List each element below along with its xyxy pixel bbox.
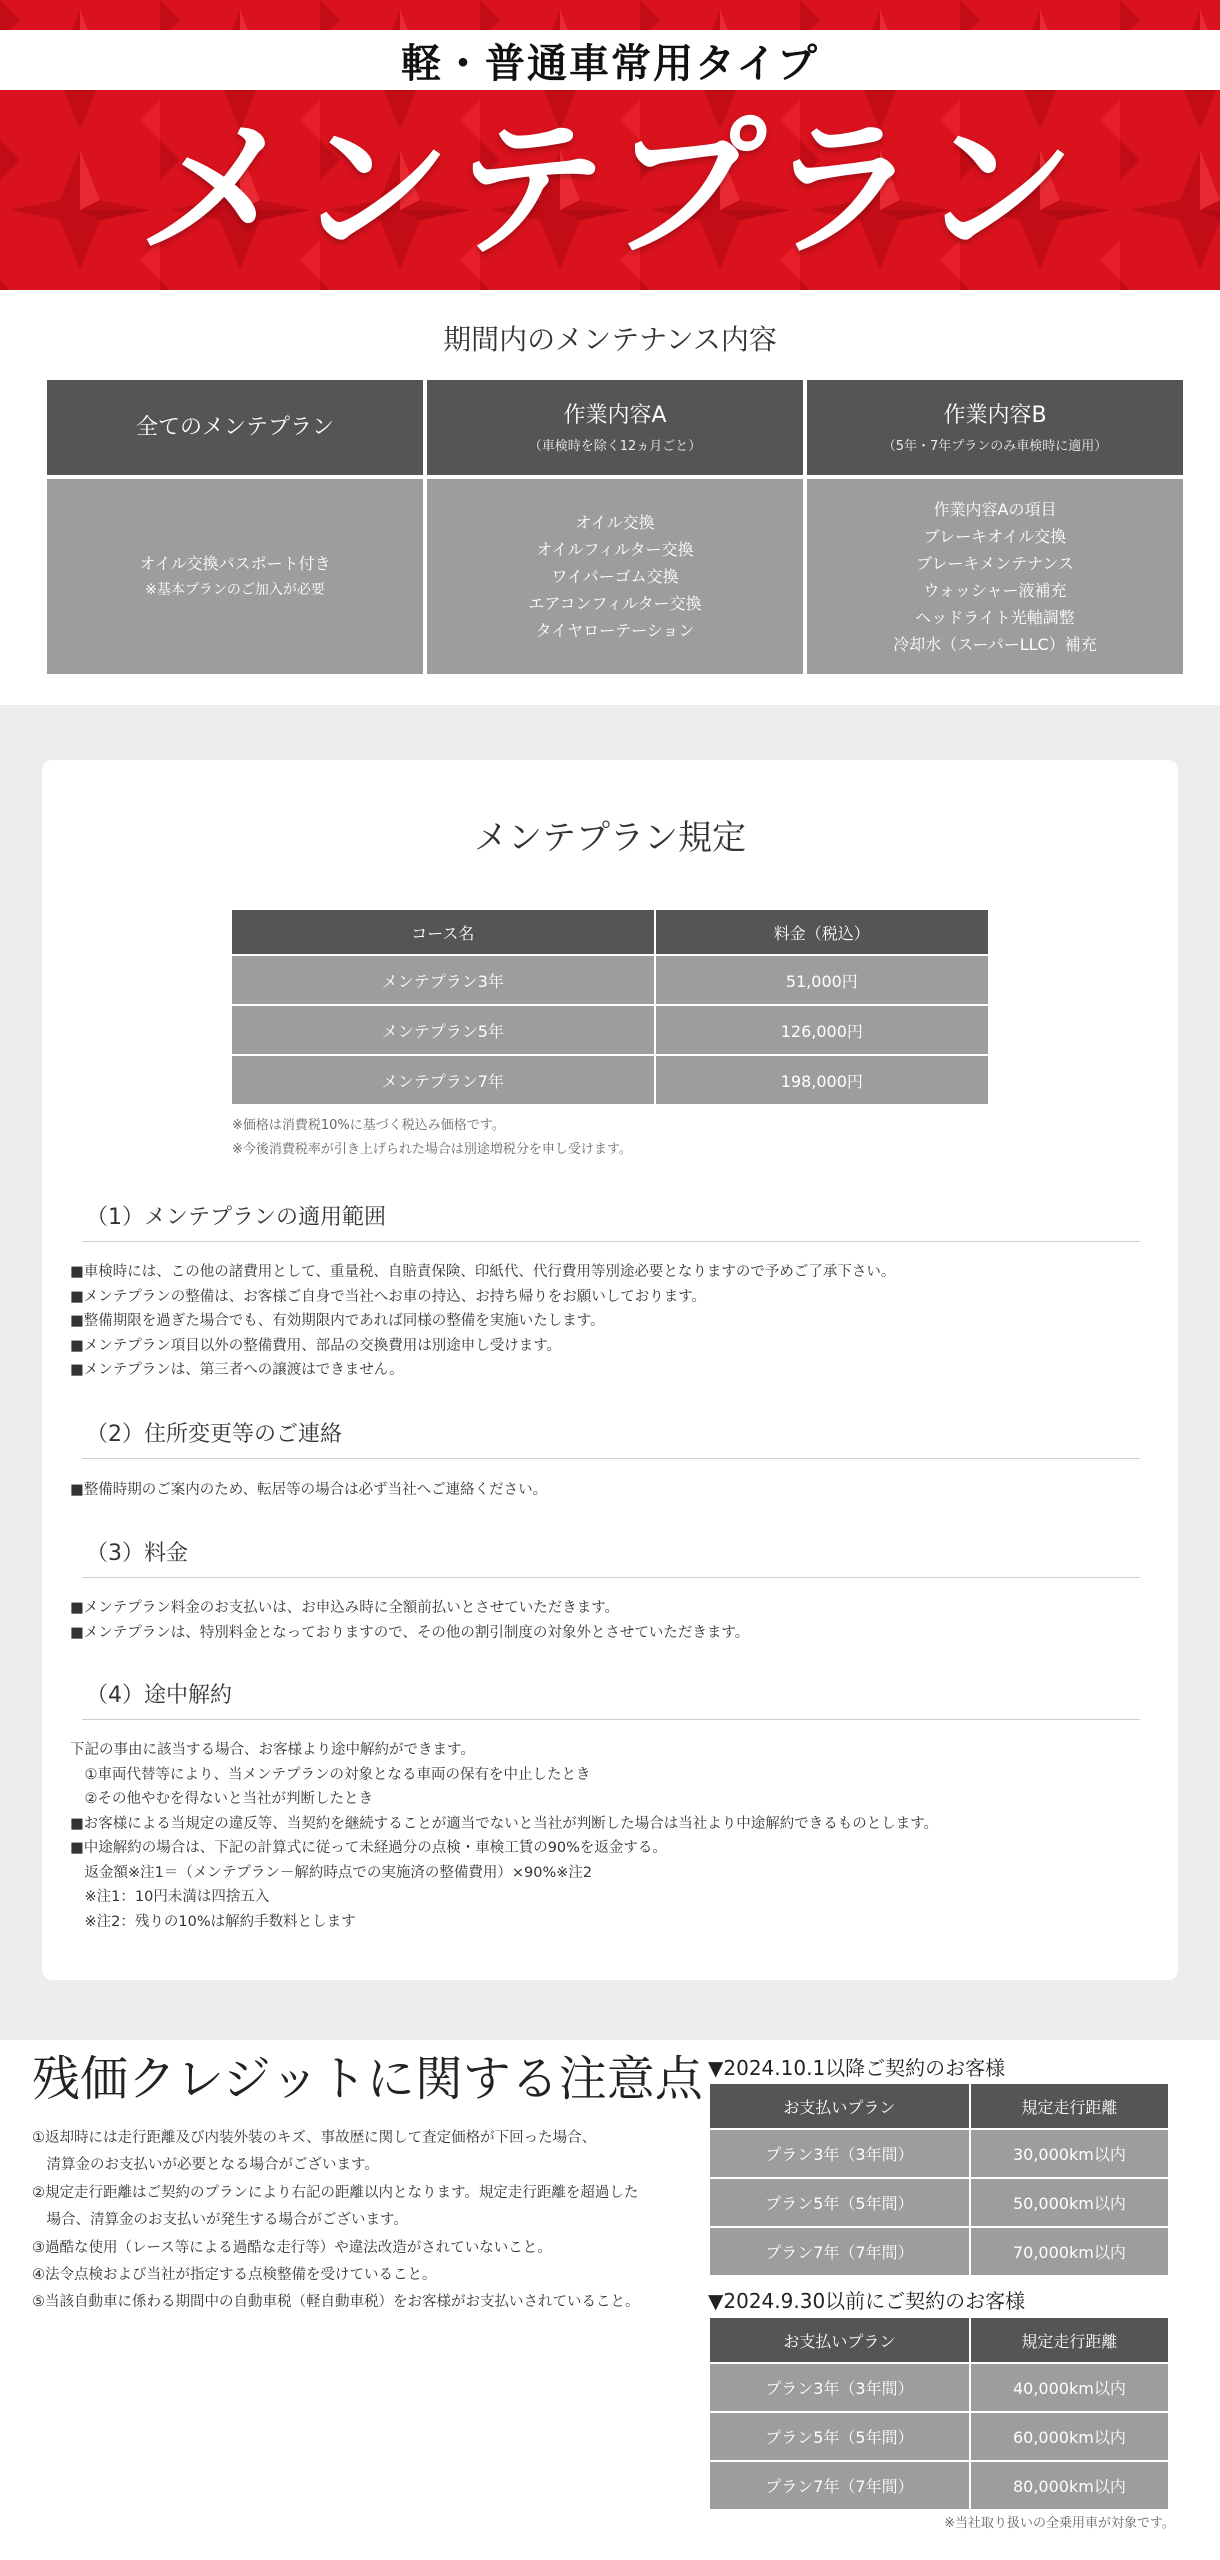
list-item: ③過酷な使用（レース等による過酷な走行等）や違法改造がされていないこと。 [32,2239,552,2256]
maintenance-heading: 期間内のメンテナンス内容 [443,323,777,356]
rule-line: ■車検時には、この他の諸費用として、重量税、自賠責保険、印紙代、代行費用等別途必要となりますので予めご了承下さい。 [70,1264,896,1280]
course-price: 198,000円 [655,1055,989,1105]
mileage-table-old [708,2316,1170,2511]
hero-banner [0,0,1220,290]
residual-credit-list [32,2125,692,2317]
col-title: 全てのメンテプラン [135,414,334,440]
list-item: 清算金のお支払いが必要となる場合がございます。 [32,2157,379,2174]
list-item: エアコンフィルター交換 [528,594,702,613]
list-item: ※基本プランのご加入が必要 [145,581,325,598]
price-notes [232,1114,632,1162]
list-item: ブレーキオイル交換 [923,526,1067,546]
course-name: メンテプラン3年 [231,955,655,1005]
plan-mileage: 60,000km以内 [970,2412,1169,2461]
table-row [709,2178,1169,2227]
rule-line: ■中途解約の場合は、下記の計算式に従って未経過分の点検・車検工賃の90%を返金する。 [70,1840,667,1856]
table-header-cell: お支払いプラン [709,2317,970,2363]
section-body-scope [70,1260,1150,1383]
section-heading-cancel: （4）途中解約 [82,1678,1140,1720]
list-item: ④法令点検および当社が指定する点検整備を受けていること。 [32,2267,437,2284]
plan-mileage: 70,000km以内 [970,2227,1169,2276]
list-item: オイル交換 [575,513,655,532]
col-title: 作業内容B [943,403,1047,428]
table-header-row [709,2317,1169,2363]
hero-subtitle: 軽・普通車常用タイプ [401,40,819,87]
section-body-cancel [70,1738,1150,1934]
maintenance-col-body-all [47,479,423,674]
maintenance-col-body-b [807,479,1183,674]
list-item: オイルフィルター交換 [536,540,694,559]
rule-line: ①車両代替等により、当メンテプランの対象となる車両の保有を中止したとき [70,1766,591,1783]
plan-name: プラン7年（7年間） [709,2461,970,2510]
maintenance-col-header-a [427,380,803,475]
table-header-cell: 規定走行距離 [970,2083,1169,2129]
col-subtitle: （車検時を除く12ヵ月ごと） [528,439,702,454]
course-price: 126,000円 [655,1005,989,1055]
plan-mileage: 50,000km以内 [970,2178,1169,2227]
plan-mileage: 80,000km以内 [970,2461,1169,2510]
col-subtitle: （5年・7年プランのみ車検時に適用） [882,439,1108,454]
plan-name: プラン7年（7年間） [709,2227,970,2276]
table-row [709,2363,1169,2412]
rule-line: ■お客様による当規定の違反等、当契約を継続することが適当でないと当社が判断した場合は当社より中途解約できるものとします。 [70,1815,939,1832]
list-item: 冷却水（スーパーLLC）補充 [893,634,1097,654]
hero-subtitle-band [0,30,1220,90]
table-row [709,2461,1169,2510]
course-name: メンテプラン5年 [231,1005,655,1055]
residual-footnote: ※当社取り扱いの全乗用車が対象です。 [944,2516,1175,2531]
plan-name: プラン3年（3年間） [709,2129,970,2178]
plan-name: プラン5年（5年間） [709,2178,970,2227]
note-line: ※価格は消費税10%に基づく税込み価格です。 [232,1118,505,1133]
price-table [230,908,990,1106]
list-item: ブレーキメンテナンス [916,553,1074,573]
list-item: ウォッシャー液補充 [923,580,1067,600]
course-price: 51,000円 [655,955,989,1005]
rule-line: ※注1：10円未満は四捨五入 [70,1889,270,1905]
residual-credit-title: 残価クレジットに関する注意点 [32,2051,703,2107]
list-item: タイヤローテーション [535,621,695,640]
list-item: ワイパーゴム交換 [551,567,679,586]
list-item: ⑤当該自動車に係わる期間中の自動車税（軽自動車税）をお客様がお支払いされていること。 [32,2294,640,2311]
table-header-row [709,2083,1169,2129]
table-header-cell: コース名 [231,909,655,955]
maintenance-col-header-b [807,380,1183,475]
table-row [231,1005,989,1055]
rule-line: ■整備期限を過ぎた場合でも、有効期限内であれば同様の整備を実施いたします。 [70,1313,605,1329]
section-heading-scope: （1）メンテプランの適用範囲 [82,1200,1140,1242]
table-header-cell: 料金（税込） [655,909,989,955]
plan-name: プラン5年（5年間） [709,2412,970,2461]
hero-title: メンテプラン [132,103,1088,277]
rule-line: ※注2：残りの10%は解約手数料とします [70,1913,356,1930]
rule-line: 返金額※注1＝（メンテプラン－解約時点での実施済の整備費用）×90%※注2 [70,1864,593,1881]
note-line: ※今後消費税率が引き上げられた場合は別途増税分を申し受けます。 [232,1142,632,1157]
plan-name: プラン3年（3年間） [709,2363,970,2412]
mileage-table-label-old: ▼2024.9.30以前にご契約のお客様 [708,2289,1026,2313]
section-heading-fee: （3）料金 [82,1536,1140,1578]
rule-line: ■メンテプランの整備は、お客様ご自身で当社へお車の持込、お持ち帰りをお願いしております。 [70,1288,707,1305]
list-item: ①返却時には走行距離及び内装外装のキズ、事故歴に関して査定価格が下回った場合、 [32,2130,597,2146]
plan-mileage: 40,000km以内 [970,2363,1169,2412]
rules-card [42,760,1178,1980]
course-name: メンテプラン7年 [231,1055,655,1105]
rule-line: ②その他やむを得ないと当社が判断したとき [70,1791,373,1807]
plan-mileage: 30,000km以内 [970,2129,1169,2178]
maintenance-table [47,380,1183,674]
rule-line: 下記の事由に該当する場合、お客様より途中解約ができます。 [70,1742,475,1758]
table-row [709,2412,1169,2461]
mileage-table-label-new: ▼2024.10.1以降ご契約のお客様 [708,2056,1006,2080]
section-body-fee [70,1596,1150,1645]
table-row [709,2227,1169,2276]
table-row [709,2129,1169,2178]
list-item: 場合、清算金のお支払いが発生する場合がございます。 [32,2212,408,2229]
rule-line: ■メンテプラン項目以外の整備費用、部品の交換費用は別途申し受けます。 [70,1337,562,1354]
rule-line: ■メンテプランは、第三者への譲渡はできません。 [70,1362,404,1378]
col-title: 作業内容A [563,403,667,428]
list-item: オイル交換パスポート付き [139,553,331,573]
maintenance-col-body-a [427,479,803,674]
rules-title: メンテプラン規定 [474,818,746,858]
section-heading-address: （2）住所変更等のご連絡 [82,1417,1140,1459]
list-item: 作業内容Aの項目 [933,499,1057,519]
table-row [231,955,989,1005]
table-header-cell: お支払いプラン [709,2083,970,2129]
rule-line: ■整備時期のご案内のため、転居等の場合は必ず当社へご連絡ください。 [70,1482,548,1498]
table-row [231,1055,989,1105]
hero-title-wrap [0,95,1220,285]
list-item: ヘッドライト光軸調整 [915,607,1075,627]
table-header-row [231,909,989,955]
rule-line: ■メンテプランは、特別料金となっておりますので、その他の割引制度の対象外とさせていただきます。 [70,1624,750,1641]
rule-line: ■メンテプラン料金のお支払いは、お申込み時に全額前払いとさせていただきます。 [70,1600,620,1616]
section-body-address [70,1478,1150,1503]
mileage-table-new [708,2082,1170,2277]
list-item: ②規定走行距離はご契約のプランにより右記の距離以内となります。規定走行距離を超過した [32,2184,639,2201]
maintenance-col-header-all [47,380,423,475]
table-header-cell: 規定走行距離 [970,2317,1169,2363]
